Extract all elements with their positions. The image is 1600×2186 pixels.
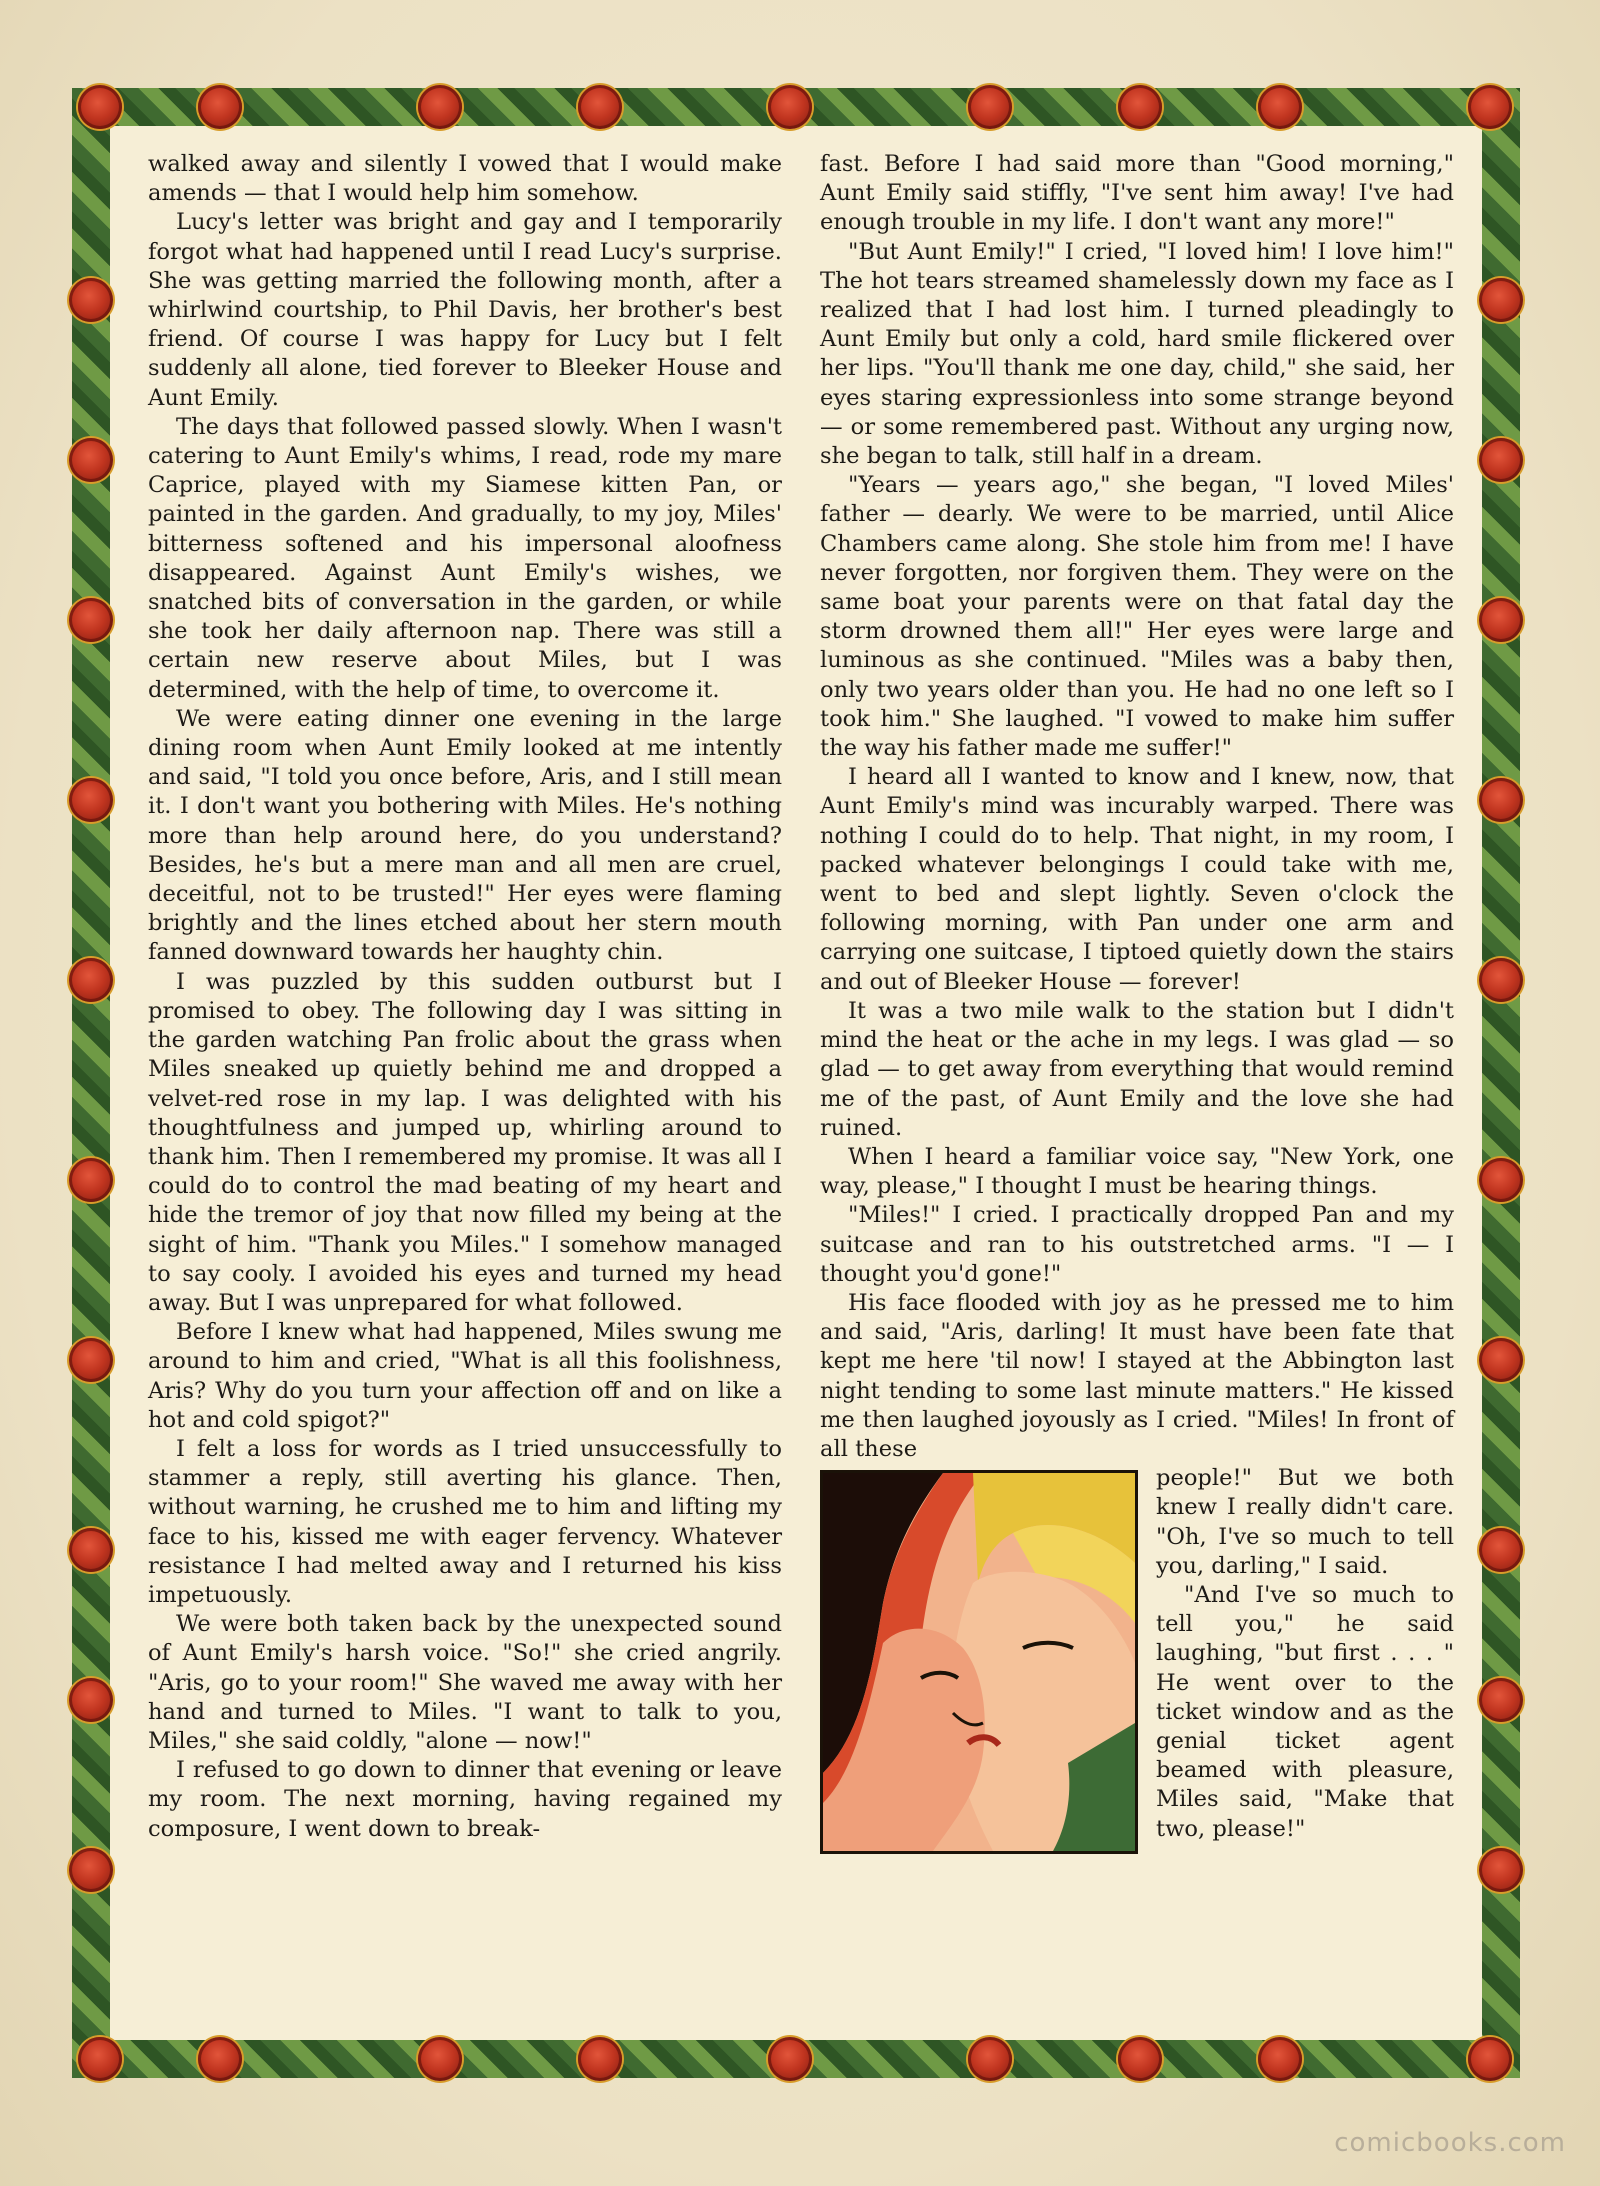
story-paragraph: people!" But we both knew I really didn't care. "Oh, I've so much to tell you, darling," I said. [1156, 1465, 1454, 1579]
story-paragraph: The days that followed passed slowly. When I wasn't catering to Aunt Emily's whims, I read, rode my mare Caprice, played with my Siamese kitten Pan, or painted in the garden. And gradually, to my joy, Miles' bitterness softened and his impersonal aloofness disappeared. Against Aunt Emily's wishes, we snatched bits of conversation in the garden, or while she took her daily afternoon nap. There was still a certain new reserve about Miles, but I was determined, with the help of time, to overcome it. [148, 413, 782, 703]
rose-ornament [1479, 1338, 1523, 1382]
story-paragraph: We were both taken back by the unexpected sound of Aunt Emily's harsh voice. "So!" she cried angrily. "Aris, go to your room!" She waved me away with her hand and turned to Miles. "I want to talk to you, Miles," she said coldly, "alone — now!" [148, 1611, 782, 1754]
rose-ornament [1479, 1528, 1523, 1572]
rose-ornament [768, 2037, 812, 2081]
story-paragraph: I felt a loss for words as I tried unsuccessfully to stammer a reply, still averting his glance. Then, without warning, he crushed me to him and lifting my face to his, kissed me with eager fervency. Whatever resistance I had melted away and I returned his kiss impetuously. [148, 1435, 782, 1608]
rose-ornament [968, 2037, 1012, 2081]
rose-ornament [1118, 2037, 1162, 2081]
rose-ornament [198, 2037, 242, 2081]
rose-ornament [78, 85, 122, 129]
story-paragraph: "Years — years ago," she began, "I loved Miles' father — dearly. We were to be married, until Alice Chambers came along. She stole him from me! I have never forgotten, nor forgiven them. They were on the same boat your parents were on that fatal day the storm drowned them all!" Her eyes were large and luminous as she continued. "Miles was a baby then, only two years older than you. He had no one left so I took him." She laughed. "I vowed to make him suffer the way his father made me suffer!" [820, 472, 1454, 762]
rose-ornament [968, 85, 1012, 129]
rose-ornament [1479, 598, 1523, 642]
story-paragraph: "Miles!" I cried. I practically dropped Pan and my suitcase and ran to his outstretched arms. "I — I thought you'd gone!" [820, 1202, 1454, 1287]
rose-ornament [69, 958, 113, 1002]
site-watermark: comicbooks.com [1334, 2128, 1566, 2158]
story-paragraph: I was puzzled by this sudden outburst but I promised to obey. The following day I was sitting in the garden watching Pan frolic about the grass when Miles sneaked up quietly behind me and dropped a velvet-red rose in my lap. I was delighted with his thoughtfulness and jumped up, whirling around to thank him. Then I remembered my promise. It was all I could do to control the mad beating of my heart and hide the tremor of joy that now filled my being at the sight of him. "Thank you Miles." I somehow managed to say cooly. I avoided his eyes and turned my head away. But I was unprepared for what followed. [148, 968, 782, 1316]
rose-ornament [768, 85, 812, 129]
story-paragraph: We were eating dinner one evening in the large dining room when Aunt Emily looked at me intently and said, "I told you once before, Aris, and I still mean it. I don't want you bothering with Miles. He's nothing more than help around here, do you understand? Besides, he's but a mere man and all men are cruel, deceitful, not to be trusted!" Her eyes were flaming brightly and the lines etched about her stern mouth fanned downward towards her haughty chin. [148, 705, 782, 966]
story-paragraph: I refused to go down to dinner that evening or leave my room. The next morning, having regained my composure, I went down to break- [148, 1757, 782, 1842]
rose-ornament [1479, 1158, 1523, 1202]
story-paragraph: His face flooded with joy as he pressed me to him and said, "Aris, darling! It must have been fate that kept me here 'til now! I stayed at the Abbington last night tending to some last minute matters." He kissed me then laughed joyously as I cried. "Miles! In front of all these [820, 1289, 1454, 1462]
left-text-column [148, 150, 782, 1844]
kissing-couple-illustration [820, 1470, 1138, 1854]
rose-ornament [1258, 85, 1302, 129]
rose-ornament [1468, 2037, 1512, 2081]
rose-ornament [1479, 278, 1523, 322]
rose-ornament [578, 2037, 622, 2081]
rose-ornament [69, 1158, 113, 1202]
rose-ornament [1118, 85, 1162, 129]
right-column-lower-section [820, 1464, 1454, 1844]
story-paragraph: Before I knew what had happened, Miles swung me around to him and cried, "What is all this foolishness, Aris? Why do you turn your affection off and on like a hot and cold spigot?" [148, 1319, 782, 1433]
rose-ornament [578, 85, 622, 129]
right-column-upper-text [820, 150, 1454, 1464]
story-paragraph: "But Aunt Emily!" I cried, "I loved him! I love him!" The hot tears streamed shamelessly down my face as I realized that I had lost him. I turned pleadingly to Aunt Emily but only a cold, hard smile flickered over her lips. "You'll thank me one day, child," she said, her eyes staring expressionless into some strange beyond — or some remembered past. Without any urging now, she began to talk, still half in a dream. [820, 238, 1454, 470]
story-paragraph: It was a two mile walk to the station but I didn't mind the heat or the ache in my legs. I was glad — so glad — to get away from everything that would remind me of the past, of Aunt Emily and the love she had ruined. [820, 997, 1454, 1141]
right-text-column [820, 150, 1454, 1858]
rose-ornament [1258, 2037, 1302, 2081]
rose-ornament [1479, 778, 1523, 822]
story-paragraph: "And I've so much to tell you," he said laughing, "but first . . . " He went over to the ticket window and as the genial ticket agent beamed with pleasure, Miles said, "Make that two, please!" [1156, 1581, 1454, 1842]
kiss-panel-art [823, 1473, 1135, 1851]
rose-ornament [1479, 958, 1523, 1002]
story-text-area [140, 150, 1460, 2020]
rose-ornament [1479, 1678, 1523, 1722]
rose-ornament [69, 1678, 113, 1722]
story-paragraph: fast. Before I had said more than "Good morning," Aunt Emily said stiffly, "I've sent him away! I've had enough trouble in my life. I don't want any more!" [820, 151, 1454, 236]
rose-ornament [1468, 85, 1512, 129]
story-paragraph: When I heard a familiar voice say, "New York, one way, please," I thought I must be hearing things. [820, 1143, 1454, 1200]
rose-ornament [69, 278, 113, 322]
story-paragraph: Lucy's letter was bright and gay and I temporarily forgot what had happened until I read Lucy's surprise. She was getting married the following month, after a whirlwind courtship, to Phil Davis, her brother's best friend. Of course I was happy for Lucy but I felt suddenly all alone, tied forever to Bleeker House and Aunt Emily. [148, 209, 782, 411]
rose-ornament [198, 85, 242, 129]
rose-ornament [69, 438, 113, 482]
rose-ornament [69, 598, 113, 642]
rose-ornament [69, 1848, 113, 1892]
rose-ornament [418, 2037, 462, 2081]
rose-ornament [1479, 438, 1523, 482]
story-paragraph: I heard all I wanted to know and I knew, now, that Aunt Emily's mind was incurably warped. There was nothing I could do to help. That night, in my room, I packed whatever belongings I could take with me, went to bed and slept lightly. Seven o'clock the following morning, with Pan under one arm and carrying one suitcase, I tiptoed quietly down the stairs and out of Bleeker House — forever! [820, 764, 1454, 995]
rose-ornament [69, 1338, 113, 1382]
rose-ornament [418, 85, 462, 129]
rose-ornament [78, 2037, 122, 2081]
story-paragraph: walked away and silently I vowed that I would make amends — that I would help him somehow. [148, 151, 782, 207]
rose-ornament [69, 778, 113, 822]
rose-ornament [69, 1528, 113, 1572]
rose-ornament [1479, 1848, 1523, 1892]
